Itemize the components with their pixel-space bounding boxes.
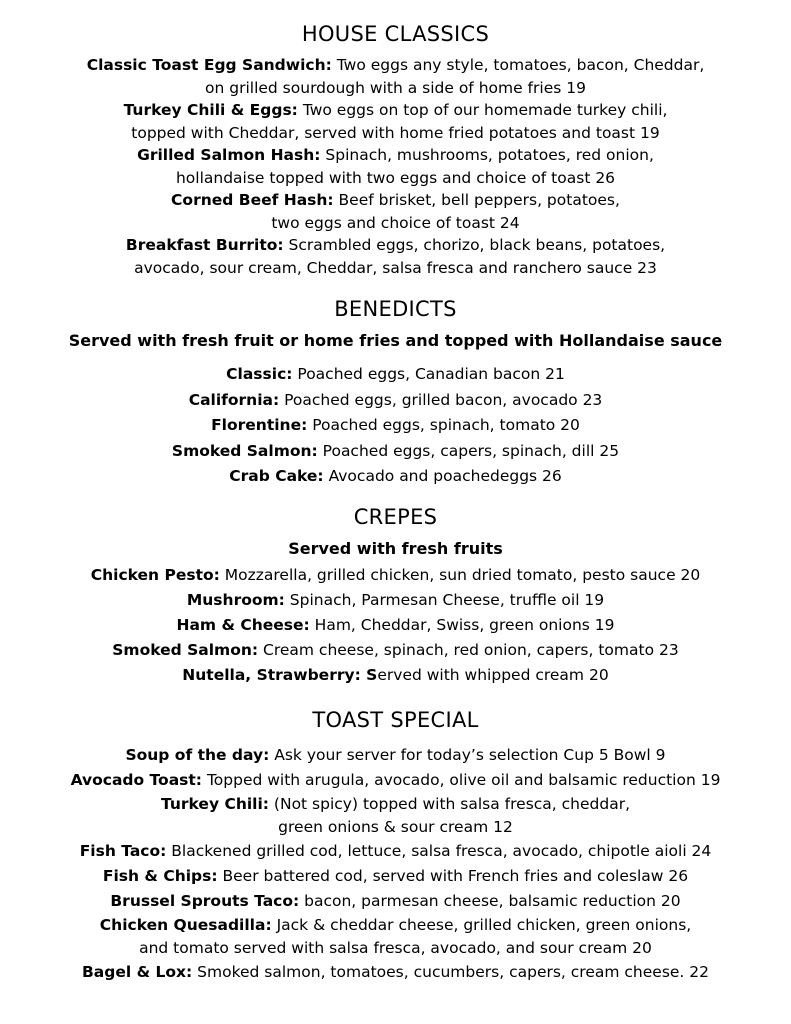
section-title: BENEDICTS — [334, 297, 457, 321]
item-description: Ask your server for today’s selection Cup 5 Bowl 9 — [269, 745, 666, 764]
item-description: Two eggs any style, tomatoes, bacon, Cheddar, — [331, 56, 705, 74]
item-name: Smoked Salmon: — [112, 641, 259, 660]
item-name: Avocado Toast: — [70, 770, 203, 789]
item-name: Classic: — [226, 365, 293, 383]
item-name: Turkey Chili & Eggs: — [123, 101, 298, 119]
item-description: Beef brisket, bell peppers, potatoes, — [333, 191, 620, 209]
menu-item — [0, 793, 791, 839]
item-name: Florentine: — [211, 416, 308, 434]
menu-item — [0, 362, 791, 388]
item-name: Turkey Chili: — [160, 794, 269, 813]
item-description: Smoked salmon, tomatoes, cucumbers, capers, cream cheese. 22 — [192, 962, 710, 981]
crepes-section — [0, 504, 791, 689]
benedicts-section — [0, 296, 791, 490]
item-name: Fish & Chips: — [102, 866, 218, 885]
item-description: on grilled sourdough with a side of home fries 19 — [205, 78, 586, 97]
item-description: Poached eggs, capers, spinach, dill 25 — [317, 441, 620, 460]
menu-item — [0, 464, 791, 490]
item-name: Chicken Pesto: — [90, 565, 220, 584]
menu-item — [0, 54, 791, 99]
item-name: Soup of the day: — [125, 745, 270, 764]
menu-item — [0, 743, 791, 768]
item-description: Mozzarella, grilled chicken, sun dried tomato, pesto sauce 20 — [219, 565, 701, 584]
item-description: bacon, parmesan cheese, balsamic reduction 20 — [299, 891, 681, 910]
item-description: Poached eggs, grilled bacon, avocado 23 — [279, 390, 603, 409]
item-name: Ham & Cheese: — [176, 615, 310, 634]
menu-item — [0, 588, 791, 613]
item-name: Smoked Salmon: — [171, 441, 318, 460]
menu-item — [0, 144, 791, 189]
item-description: hollandaise topped with two eggs and choice of toast 26 — [175, 168, 616, 187]
menu-item — [0, 889, 791, 914]
item-description: Spinach, mushrooms, potatoes, red onion, — [320, 146, 654, 164]
item-name: Fish Taco: — [79, 841, 167, 860]
item-name: Classic Toast Egg Sandwich: — [86, 56, 332, 74]
item-description: Two eggs on top of our homemade turkey chili, — [297, 101, 668, 119]
menu-item — [0, 864, 791, 889]
item-description: erved with whipped cream 20 — [377, 666, 609, 685]
toast-special-section — [0, 707, 791, 986]
menu-item — [0, 638, 791, 663]
item-name: Crab Cake: — [229, 467, 324, 485]
menu-item — [0, 914, 791, 960]
item-description: Topped with arugula, avocado, olive oil and balsamic reduction 19 — [202, 770, 721, 789]
item-name: Chicken Quesadilla: — [99, 915, 272, 934]
item-description: Blackened grilled cod, lettuce, salsa fresca, avocado, chipotle aioli 24 — [166, 841, 712, 860]
item-name: Breakfast Burrito: — [125, 236, 284, 254]
menu-item — [0, 839, 791, 864]
section-subtitle: Served with fresh fruits — [288, 538, 503, 558]
menu-item — [0, 388, 791, 414]
item-description: green onions & sour cream 12 — [278, 817, 513, 836]
item-description: Jack & cheddar cheese, grilled chicken, green onions, — [271, 915, 692, 934]
item-description: two eggs and choice of toast 24 — [271, 213, 520, 232]
menu-item — [0, 189, 791, 234]
item-name: Brussel Sprouts Taco: — [110, 891, 300, 910]
item-description: and tomato served with salsa fresca, avocado, and sour cream 20 — [139, 938, 652, 957]
item-description: Poached eggs, spinach, tomato 20 — [307, 416, 580, 434]
section-subtitle: Served with fresh fruit or home fries and topped with Hollandaise sauce — [68, 331, 723, 350]
menu-item — [0, 768, 791, 793]
item-description: Scrambled eggs, chorizo, black beans, potatoes, — [283, 236, 666, 254]
menu-item — [0, 413, 791, 439]
menu-item — [0, 439, 791, 465]
menu-item — [0, 563, 791, 588]
section-title: CREPES — [353, 504, 438, 529]
menu-item — [0, 99, 791, 144]
item-name: Corned Beef Hash: — [171, 191, 334, 209]
item-name: California: — [188, 390, 280, 409]
item-description: (Not spicy) topped with salsa fresca, cheddar, — [269, 794, 631, 813]
item-description: Ham, Cheddar, Swiss, green onions 19 — [309, 615, 615, 634]
section-title: TOAST SPECIAL — [312, 707, 479, 732]
item-name: Grilled Salmon Hash: — [137, 146, 321, 164]
item-name: Nutella, Strawberry: S — [182, 666, 378, 685]
item-description: Spinach, Parmesan Cheese, truffle oil 19 — [284, 590, 605, 609]
item-description: avocado, sour cream, Cheddar, salsa fresca and ranchero sauce 23 — [134, 258, 657, 277]
item-description: topped with Cheddar, served with home fried potatoes and toast 19 — [131, 123, 660, 142]
menu-item — [0, 234, 791, 279]
item-name: Mushroom: — [186, 590, 285, 609]
house-classics-section — [0, 0, 791, 279]
menu-item — [0, 960, 791, 985]
item-description: Beer battered cod, served with French fries and coleslaw 26 — [217, 866, 689, 885]
item-description: Poached eggs, Canadian bacon 21 — [292, 365, 565, 383]
section-title: HOUSE CLASSICS — [301, 22, 490, 46]
menu-item — [0, 663, 791, 688]
item-description: Cream cheese, spinach, red onion, capers, tomato 23 — [258, 641, 679, 660]
item-name: Bagel & Lox: — [81, 962, 193, 981]
item-description: Avocado and poachedeggs 26 — [323, 467, 562, 485]
menu-item — [0, 613, 791, 638]
